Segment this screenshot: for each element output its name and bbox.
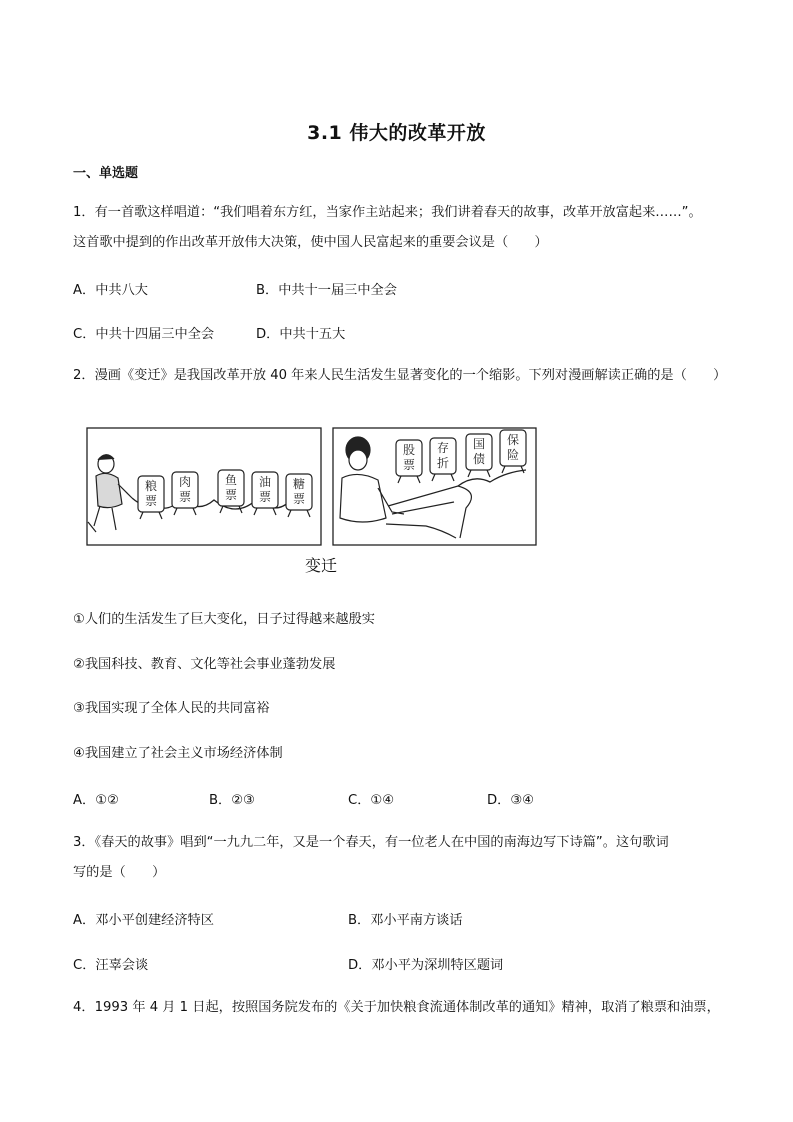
- right-panel-ticket-label: 股: [402, 443, 416, 457]
- left-panel-ticket-label: 票: [178, 490, 192, 504]
- q1-line1: 1．有一首歌这样唱道：“我们唱着东方红，当家作主站起来；我们讲着春天的故事，改革开放富起来……”。: [73, 205, 702, 220]
- q2-line1: 2．漫画《变迁》是我国改革开放 40 年来人民生活发生显著变化的一个缩影。下列对漫画解读正确的是（ ）: [73, 368, 727, 383]
- q4-line1: 4．1993 年 4 月 1 日起，按照国务院发布的《关于加快粮食流通体制改革的通知》精神，取消了粮票和油票，: [73, 1000, 720, 1015]
- q2-statement-1: ①人们的生活发生了巨大变化，日子过得越来越殷实: [73, 612, 375, 627]
- left-panel-ticket-label: 油: [258, 475, 272, 489]
- right-panel-ticket-label: 存: [436, 441, 450, 455]
- q2-statement-3: ③我国实现了全体人民的共同富裕: [73, 701, 270, 716]
- right-panel-ticket-3: [466, 434, 492, 477]
- left-panel-ticket-label: 肉: [178, 475, 192, 489]
- left-panel-ticket-label: 票: [258, 490, 272, 504]
- comic-illustration: [86, 426, 541, 551]
- q2-option-d[interactable]: D．③④: [487, 793, 534, 808]
- q3-option-c[interactable]: C．汪辜会谈: [73, 958, 149, 973]
- q2-statement-2: ②我国科技、教育、文化等社会事业蓬勃发展: [73, 657, 336, 672]
- left-panel-ticket-label: 鱼: [224, 473, 238, 487]
- section-heading: 一、单选题: [73, 166, 139, 181]
- q1-option-b[interactable]: B．中共十一届三中全会: [256, 283, 397, 298]
- right-panel-ticket-label: 国: [472, 437, 486, 451]
- right-panel-ticket-label: 险: [506, 448, 520, 462]
- left-panel-ticket-2: [172, 472, 198, 515]
- right-panel-ticket-label: 折: [436, 456, 450, 470]
- left-panel-ticket-label: 票: [292, 492, 306, 506]
- q1-line2: 这首歌中提到的作出改革开放伟大决策，使中国人民富起来的重要会议是（ ）: [73, 235, 548, 250]
- right-panel-ticket-label: 票: [402, 458, 416, 472]
- right-panel-ticket-4: [500, 430, 526, 473]
- q1-option-c[interactable]: C．中共十四届三中全会: [73, 327, 215, 342]
- q1-option-a[interactable]: A．中共八大: [73, 283, 148, 298]
- right-panel-ticket-2: [430, 438, 456, 481]
- q3-line2: 写的是（ ）: [73, 865, 166, 880]
- q2-option-b[interactable]: B．②③: [209, 793, 255, 808]
- q3-option-a[interactable]: A．邓小平创建经济特区: [73, 913, 214, 928]
- q2-statement-4: ④我国建立了社会主义市场经济体制: [73, 746, 283, 761]
- q3-line1: 3．《春天的故事》唱到“一九九二年，又是一个春天，有一位老人在中国的南海边写下诗篇”。这句歌词: [73, 835, 669, 850]
- left-panel-ticket-1: [138, 476, 164, 519]
- q3-option-b[interactable]: B．邓小平南方谈话: [348, 913, 463, 928]
- q2-option-a[interactable]: A．①②: [73, 793, 119, 808]
- left-panel-ticket-3: [218, 470, 244, 513]
- left-panel-ticket-label: 票: [144, 494, 158, 508]
- right-panel-ticket-label: 保: [506, 433, 520, 447]
- page-title: 3.1 伟大的改革开放: [307, 122, 486, 144]
- q1-option-d[interactable]: D．中共十五大: [256, 327, 346, 342]
- left-panel-ticket-label: 糖: [292, 477, 306, 491]
- left-panel-ticket-5: [286, 474, 312, 517]
- q2-option-c[interactable]: C．①④: [348, 793, 395, 808]
- left-panel-ticket-label: 票: [224, 488, 238, 502]
- left-panel-ticket-label: 粮: [144, 479, 158, 493]
- comic-caption: 变迁: [305, 556, 338, 575]
- right-panel-ticket-label: 债: [472, 452, 486, 466]
- q3-option-d[interactable]: D．邓小平为深圳特区题词: [348, 958, 504, 973]
- right-panel-ticket-1: [396, 440, 422, 483]
- left-panel-ticket-4: [252, 472, 278, 515]
